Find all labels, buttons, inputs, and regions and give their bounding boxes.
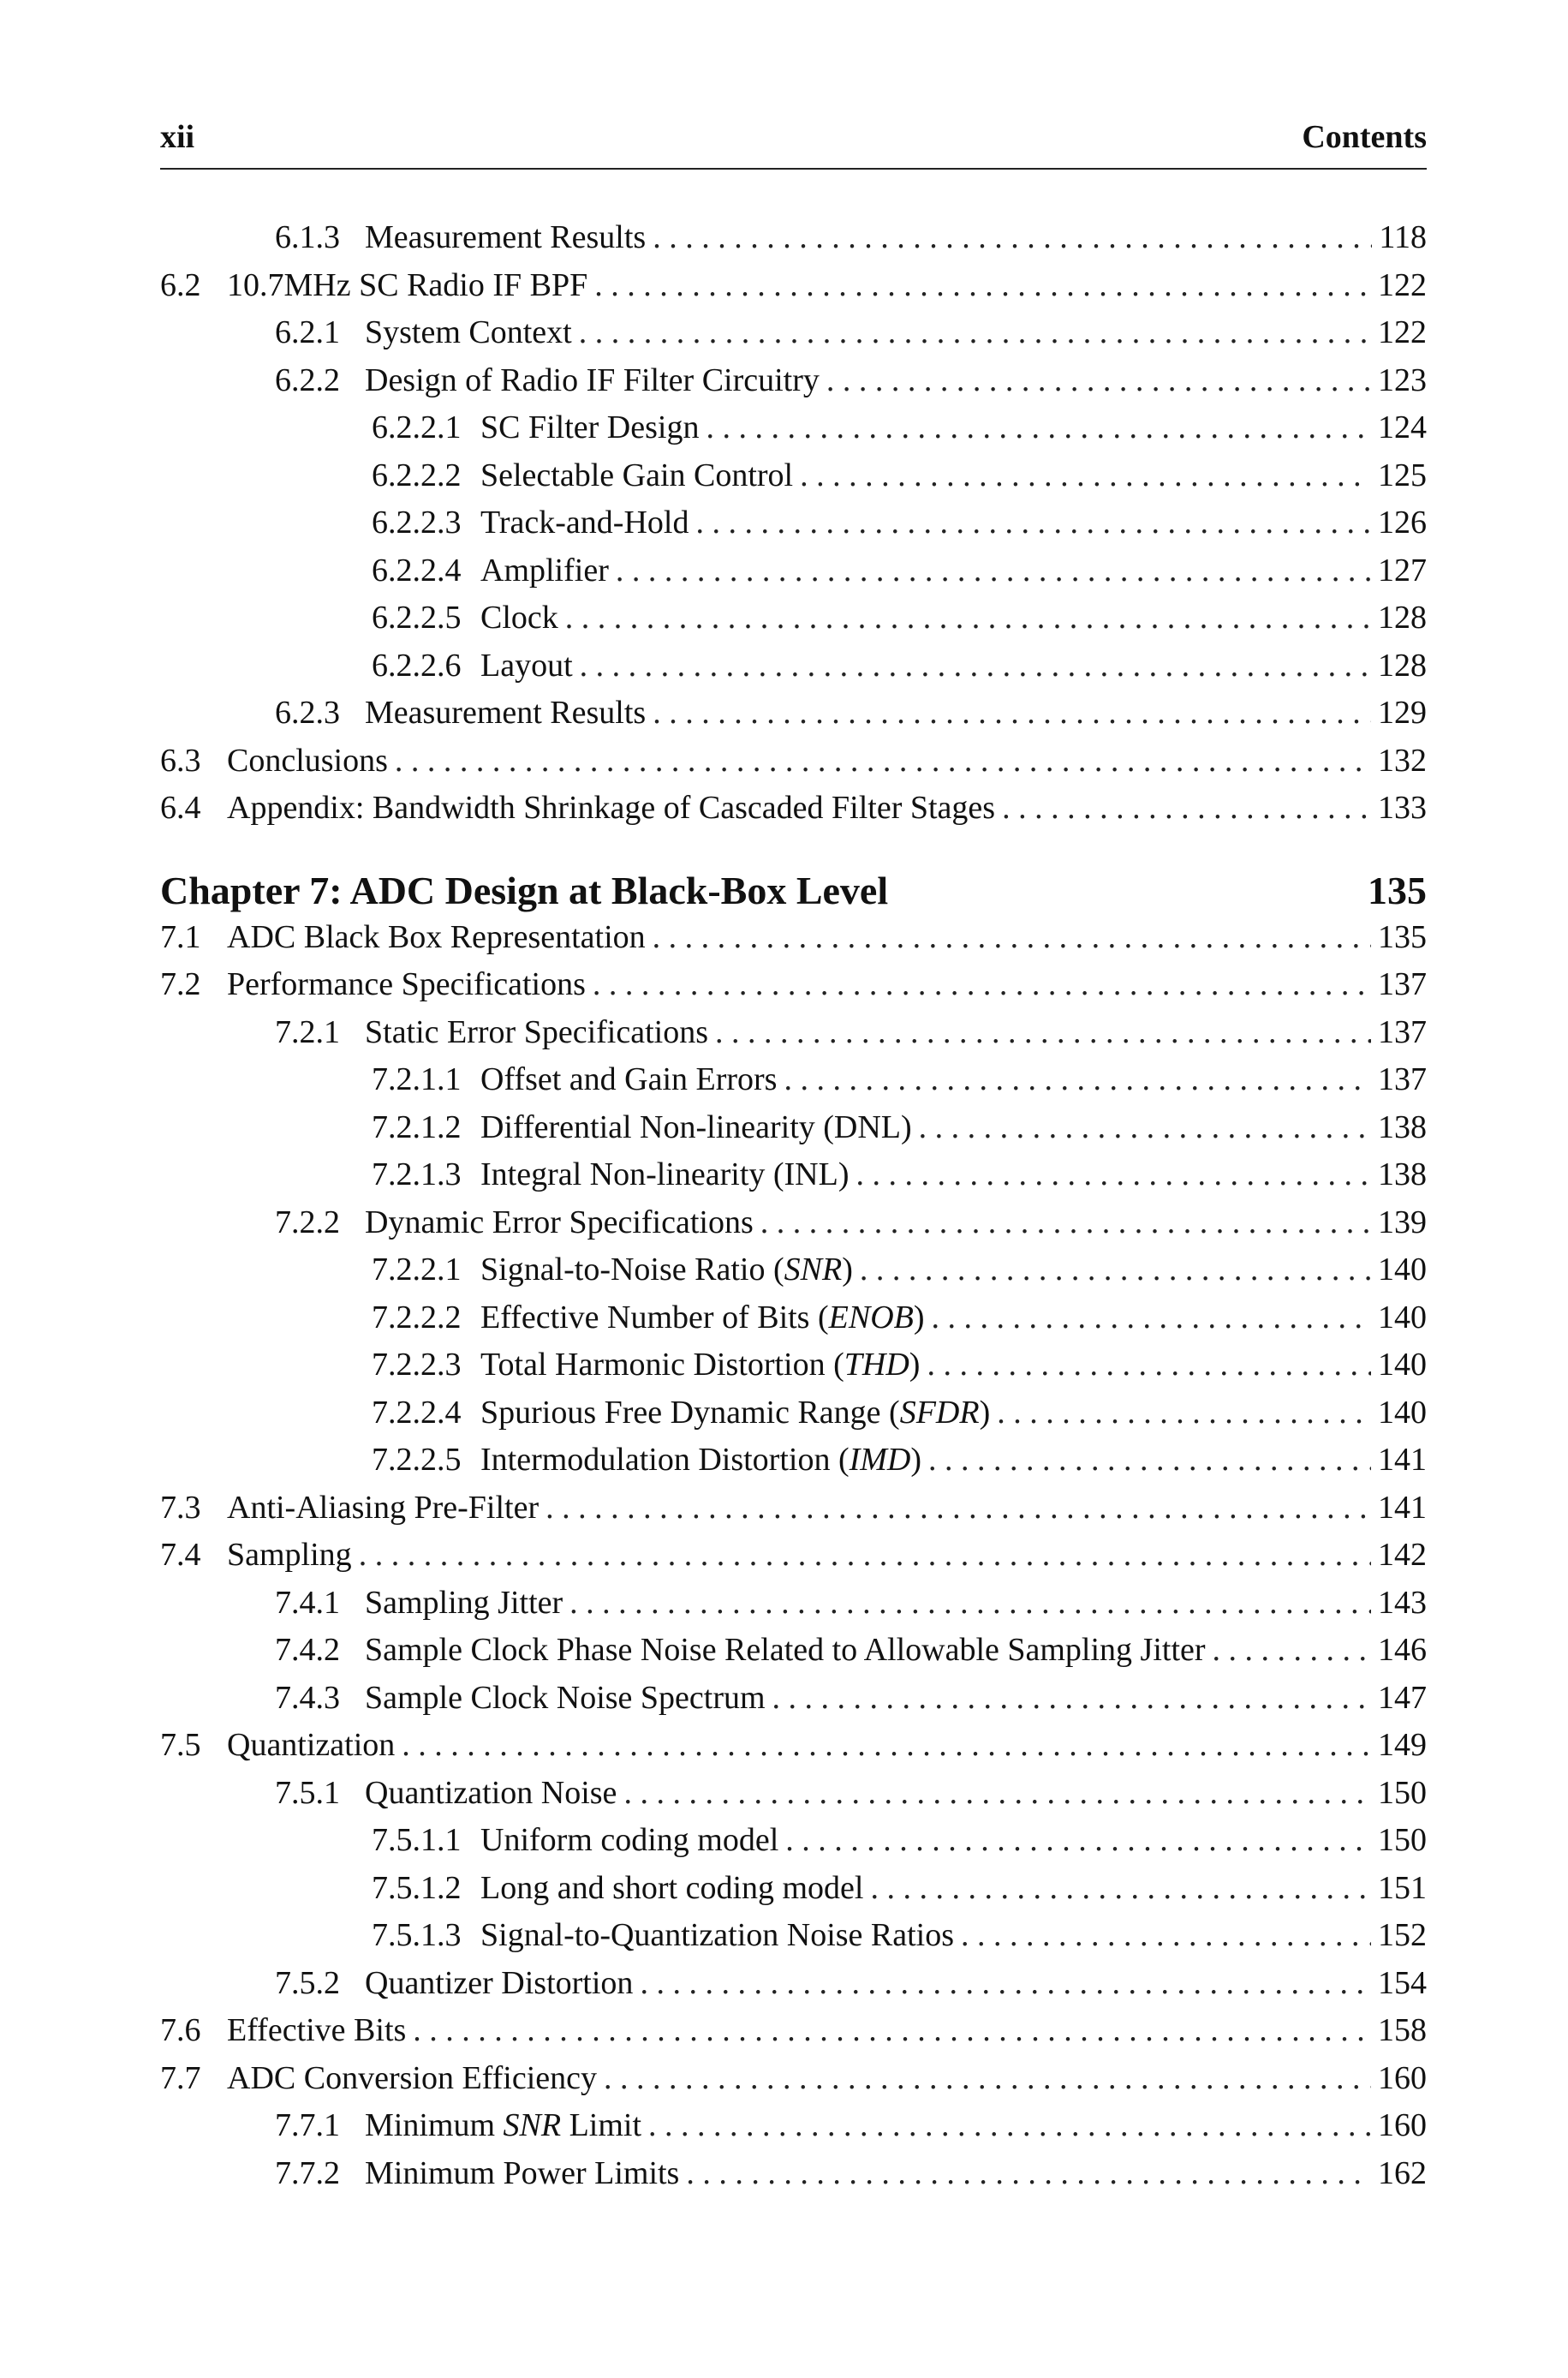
- toc-entry-title: Clock: [480, 600, 558, 636]
- toc-entry[interactable]: [160, 1865, 1427, 1913]
- toc-entry-title: Effective Number of Bits (ENOB): [480, 1299, 925, 1335]
- dot-leader: [546, 1485, 1371, 1533]
- dot-leader: [623, 1770, 1371, 1818]
- toc-entry-page: 158: [1378, 2012, 1427, 2048]
- toc-entry-title: Signal-to-Noise Ratio (SNR): [480, 1252, 853, 1288]
- toc-entry[interactable]: [160, 1770, 1427, 1818]
- toc-entry-title: ADC Black Box Representation: [227, 918, 646, 955]
- toc-entry[interactable]: [160, 452, 1427, 500]
- toc-entry-title-italic: IMD: [849, 1442, 911, 1478]
- toc-entry-title: Layout: [480, 647, 573, 684]
- toc-entry-title-italic: SFDR: [899, 1394, 980, 1431]
- toc-entry-title: Integral Non-linearity (INL): [480, 1156, 850, 1192]
- toc-entry-number: 7.5.1.1: [372, 1822, 462, 1858]
- toc-entry[interactable]: [160, 1817, 1427, 1865]
- toc-entry[interactable]: [160, 1960, 1427, 2008]
- toc-entry-number: 6.2.2.1: [372, 409, 462, 445]
- toc-entry[interactable]: [160, 214, 1427, 262]
- dot-leader: [653, 214, 1372, 262]
- toc-entry[interactable]: [160, 404, 1427, 452]
- toc-entry-number: 7.2.2.5: [372, 1442, 462, 1478]
- toc-entry-page: 137: [1378, 966, 1427, 1002]
- toc-entry-title: Quantizer Distortion: [365, 1964, 634, 2001]
- toc-entry-page: 123: [1378, 361, 1427, 398]
- toc-entry-title: Design of Radio IF Filter Circuitry: [365, 361, 820, 398]
- dot-leader: [616, 547, 1371, 595]
- section-label: Contents: [1302, 119, 1427, 155]
- toc-entry-number: 6.2.2: [275, 361, 340, 398]
- toc-entry-page: 139: [1378, 1204, 1427, 1240]
- toc-entry-number: 7.4.2: [275, 1632, 340, 1668]
- dot-leader: [413, 2007, 1371, 2055]
- toc-entry-number: 7.2.1.2: [372, 1108, 462, 1145]
- toc-entry-page: 128: [1378, 600, 1427, 636]
- toc-entry[interactable]: [160, 262, 1427, 310]
- toc-entry-number: 6.2.2.4: [372, 552, 462, 589]
- toc-entry-title: Sample Clock Noise Spectrum: [365, 1679, 766, 1716]
- toc-entry-number: 7.5.1.3: [372, 1917, 462, 1953]
- dot-leader: [594, 262, 1371, 310]
- dot-leader: [772, 1675, 1371, 1723]
- toc-entry-number: 6.2: [160, 266, 201, 303]
- dot-leader: [784, 1056, 1371, 1104]
- toc-entry[interactable]: [160, 1580, 1427, 1628]
- toc-entry-title: Conclusions: [227, 742, 388, 779]
- toc-entry-number: 7.2.2.4: [372, 1394, 462, 1431]
- toc-entry-number: 7.5.1: [275, 1774, 340, 1811]
- toc-entry[interactable]: [160, 914, 1427, 962]
- toc-entry-number: 7.5: [160, 1727, 201, 1763]
- toc-entry-page: 129: [1378, 695, 1427, 731]
- toc-entry-page: 149: [1378, 1727, 1427, 1763]
- toc-entry-number: 7.5.2: [275, 1964, 340, 2001]
- toc-entry-number: 7.3: [160, 1489, 201, 1526]
- toc-entry-title: 10.7MHz SC Radio IF BPF: [227, 266, 588, 303]
- toc-entry-page: 160: [1378, 2107, 1427, 2143]
- toc-entry[interactable]: [160, 547, 1427, 595]
- toc-entry-page: 141: [1378, 1489, 1427, 1526]
- toc-entry[interactable]: [160, 1627, 1427, 1675]
- toc-entry-page: 122: [1378, 266, 1427, 303]
- toc-entry-title: ADC Conversion Efficiency: [227, 2059, 597, 2096]
- toc-entry-title: Signal-to-Quantization Noise Ratios: [480, 1917, 955, 1953]
- dot-leader: [604, 2055, 1371, 2103]
- header-rule: [160, 168, 1427, 170]
- toc-entry-page: 162: [1378, 2154, 1427, 2191]
- toc-entry-number: 6.2.2.2: [372, 457, 462, 493]
- toc-entry-page: 128: [1378, 647, 1427, 684]
- dot-leader: [653, 690, 1371, 738]
- toc-entry-number: 6.3: [160, 742, 201, 779]
- dot-leader: [870, 1865, 1371, 1913]
- toc-entry[interactable]: [160, 1151, 1427, 1199]
- toc-entry-page: 126: [1378, 505, 1427, 541]
- toc-list-before: [160, 214, 1427, 833]
- toc-entry-page: 132: [1378, 742, 1427, 779]
- toc-entry[interactable]: [160, 1294, 1427, 1342]
- toc-entry-title-italic: THD: [844, 1347, 909, 1383]
- toc-entry[interactable]: [160, 1389, 1427, 1437]
- toc-entry[interactable]: [160, 690, 1427, 738]
- toc-entry-title: Measurement Results: [365, 695, 647, 731]
- toc-entry[interactable]: [160, 1341, 1427, 1389]
- toc-entry-page: 140: [1378, 1394, 1427, 1431]
- dot-leader: [580, 642, 1371, 690]
- toc-entry-page: 152: [1378, 1917, 1427, 1953]
- toc-entry-title: Minimum Power Limits: [365, 2154, 680, 2191]
- toc-entry-page: 118: [1379, 219, 1427, 255]
- toc-entry-title: Anti-Aliasing Pre-Filter: [227, 1489, 540, 1526]
- dot-leader: [919, 1104, 1371, 1152]
- toc-entry-page: 137: [1378, 1061, 1427, 1097]
- toc-entry-page: 143: [1378, 1584, 1427, 1621]
- toc-entry-page: 137: [1378, 1013, 1427, 1050]
- dot-leader: [932, 1294, 1371, 1342]
- toc-entry-title: Effective Bits: [227, 2012, 407, 2048]
- toc-entry-number: 6.2.3: [275, 695, 340, 731]
- toc-entry-number: 7.2: [160, 966, 201, 1002]
- toc-entry-title-italic: ENOB: [828, 1299, 914, 1335]
- toc-entry-title: Dynamic Error Specifications: [365, 1204, 754, 1240]
- toc-list-after: [160, 914, 1427, 2198]
- dot-leader: [569, 1580, 1371, 1628]
- toc-entry[interactable]: [160, 1485, 1427, 1533]
- toc-entry[interactable]: [160, 1246, 1427, 1294]
- toc-entry-number: 7.2.2.2: [372, 1299, 462, 1335]
- toc-entry[interactable]: [160, 1104, 1427, 1152]
- toc-entry[interactable]: [160, 357, 1427, 405]
- toc-entry[interactable]: [160, 2150, 1427, 2198]
- toc-entry-title: Uniform coding model: [480, 1822, 779, 1858]
- toc-entry[interactable]: [160, 1437, 1427, 1485]
- toc-entry-number: 7.2.2.3: [372, 1347, 462, 1383]
- dot-leader: [565, 594, 1371, 642]
- toc-entry-page: 140: [1378, 1252, 1427, 1288]
- toc-entry-number: 7.7.1: [275, 2107, 340, 2143]
- toc-entry[interactable]: [160, 499, 1427, 547]
- dot-leader: [579, 309, 1371, 357]
- dot-leader: [997, 1389, 1371, 1437]
- dot-leader: [860, 1246, 1371, 1294]
- toc-entry[interactable]: [160, 2055, 1427, 2103]
- toc-entry-number: 7.5.1.2: [372, 1869, 462, 1906]
- dot-leader: [927, 1341, 1371, 1389]
- toc-entry-title-italic: SNR: [503, 2107, 562, 2143]
- toc-entry-title: Minimum SNR Limit: [365, 2107, 642, 2143]
- toc-entry-title: Measurement Results: [365, 219, 647, 255]
- toc-entry[interactable]: [160, 1912, 1427, 1960]
- toc-entry-title: Spurious Free Dynamic Range (SFDR): [480, 1394, 991, 1431]
- toc-entry-number: 7.4: [160, 1537, 201, 1573]
- toc-entry-page: 147: [1378, 1679, 1427, 1716]
- chapter-heading[interactable]: [160, 867, 1427, 914]
- toc-entry-title: Track-and-Hold: [480, 505, 689, 541]
- toc-entry-number: 6.4: [160, 790, 201, 826]
- toc-entry-number: 7.7: [160, 2059, 201, 2096]
- toc-entry-number: 7.1: [160, 918, 201, 955]
- running-header: [160, 118, 1427, 156]
- toc-entry-page: 127: [1378, 552, 1427, 589]
- dot-leader: [1002, 785, 1371, 833]
- toc-entry-title: Appendix: Bandwidth Shrinkage of Cascaded Filter Stages: [227, 790, 996, 826]
- toc-entry-number: 6.1.3: [275, 219, 340, 255]
- toc-entry-title: Differential Non-linearity (DNL): [480, 1108, 912, 1145]
- toc-entry[interactable]: [160, 738, 1427, 786]
- toc-entry-page: 138: [1378, 1156, 1427, 1192]
- toc-entry[interactable]: [160, 1009, 1427, 1057]
- dot-leader: [359, 1532, 1371, 1580]
- toc-entry-number: 6.2.2.3: [372, 505, 462, 541]
- dot-leader: [961, 1912, 1371, 1960]
- toc-entry-title: Quantization Noise: [365, 1774, 617, 1811]
- toc-entry[interactable]: [160, 594, 1427, 642]
- toc-entry-number: 7.2.1.1: [372, 1061, 462, 1097]
- toc-entry-title: Long and short coding model: [480, 1869, 864, 1906]
- toc-entry-page: 133: [1378, 790, 1427, 826]
- toc-entry-title: Static Error Specifications: [365, 1013, 708, 1050]
- chapter-title: Chapter 7: ADC Design at Black-Box Level: [160, 868, 889, 912]
- dot-leader: [928, 1437, 1371, 1485]
- toc-entry-page: 140: [1378, 1299, 1427, 1335]
- dot-leader: [395, 738, 1371, 786]
- table-of-contents: [160, 214, 1427, 2197]
- dot-leader: [653, 914, 1371, 962]
- toc-entry-title: Sampling Jitter: [365, 1584, 563, 1621]
- toc-entry-page: 150: [1378, 1774, 1427, 1811]
- dot-leader: [856, 1151, 1372, 1199]
- dot-leader: [826, 357, 1371, 405]
- toc-entry-title: Intermodulation Distortion (IMD): [480, 1442, 922, 1478]
- toc-entry-title-italic: SNR: [784, 1252, 843, 1288]
- toc-entry[interactable]: [160, 1532, 1427, 1580]
- dot-leader: [593, 961, 1371, 1009]
- toc-entry-page: 135: [1378, 918, 1427, 955]
- toc-entry-title: System Context: [365, 314, 572, 350]
- toc-entry-number: 6.2.2.5: [372, 600, 462, 636]
- toc-entry-number: 7.4.1: [275, 1584, 340, 1621]
- dot-leader: [785, 1817, 1371, 1865]
- toc-entry-page: 125: [1378, 457, 1427, 493]
- toc-entry-number: 7.4.3: [275, 1679, 340, 1716]
- toc-entry-number: 7.2.1.3: [372, 1156, 462, 1192]
- toc-entry-number: 7.2.2.1: [372, 1252, 462, 1288]
- toc-entry[interactable]: [160, 2007, 1427, 2055]
- toc-entry[interactable]: [160, 785, 1427, 833]
- toc-entry[interactable]: [160, 2102, 1427, 2150]
- toc-entry-page: 142: [1378, 1537, 1427, 1573]
- dot-leader: [706, 404, 1371, 452]
- toc-entry-number: 6.2.1: [275, 314, 340, 350]
- toc-entry-number: 6.2.2.6: [372, 647, 462, 684]
- dot-leader: [648, 2102, 1371, 2150]
- toc-entry-page: 150: [1378, 1822, 1427, 1858]
- toc-entry[interactable]: [160, 1722, 1427, 1770]
- toc-entry-number: 7.2.1: [275, 1013, 340, 1050]
- toc-entry-title: Offset and Gain Errors: [480, 1061, 778, 1097]
- dot-leader: [800, 452, 1371, 500]
- dot-leader: [402, 1722, 1371, 1770]
- dot-leader: [695, 499, 1371, 547]
- dot-leader: [715, 1009, 1371, 1057]
- toc-entry[interactable]: [160, 1199, 1427, 1247]
- toc-entry-page: 138: [1378, 1108, 1427, 1145]
- toc-entry-title: Selectable Gain Control: [480, 457, 794, 493]
- toc-entry-page: 160: [1378, 2059, 1427, 2096]
- toc-entry-page: 140: [1378, 1347, 1427, 1383]
- toc-entry-page: 122: [1378, 314, 1427, 350]
- toc-entry-page: 154: [1378, 1964, 1427, 2001]
- toc-entry-number: 7.7.2: [275, 2154, 340, 2191]
- toc-entry-number: 7.2.2: [275, 1204, 340, 1240]
- toc-entry-page: 151: [1378, 1869, 1427, 1906]
- page-number-label: xii: [160, 119, 195, 155]
- toc-entry-page: 141: [1378, 1442, 1427, 1478]
- toc-entry-page: 124: [1378, 409, 1427, 445]
- toc-entry-number: 7.6: [160, 2012, 201, 2048]
- toc-entry-title: Total Harmonic Distortion (THD): [480, 1347, 921, 1383]
- toc-entry[interactable]: [160, 309, 1427, 357]
- toc-entry-title: Sample Clock Phase Noise Related to Allowable Sampling Jitter: [365, 1632, 1206, 1668]
- toc-entry-title: Sampling: [227, 1537, 352, 1573]
- dot-leader: [760, 1199, 1371, 1247]
- toc-entry-title: SC Filter Design: [480, 409, 700, 445]
- toc-entry[interactable]: [160, 961, 1427, 1009]
- toc-entry-title: Performance Specifications: [227, 966, 586, 1002]
- toc-entry-title: Amplifier: [480, 552, 609, 589]
- chapter-page: 135: [1368, 868, 1427, 912]
- dot-leader: [686, 2150, 1371, 2198]
- dot-leader: [640, 1960, 1371, 2008]
- toc-entry-page: 146: [1378, 1632, 1427, 1668]
- toc-entry[interactable]: [160, 1675, 1427, 1723]
- toc-entry[interactable]: [160, 642, 1427, 690]
- toc-entry-title: Quantization: [227, 1727, 396, 1763]
- toc-entry[interactable]: [160, 1056, 1427, 1104]
- dot-leader: [1213, 1627, 1371, 1675]
